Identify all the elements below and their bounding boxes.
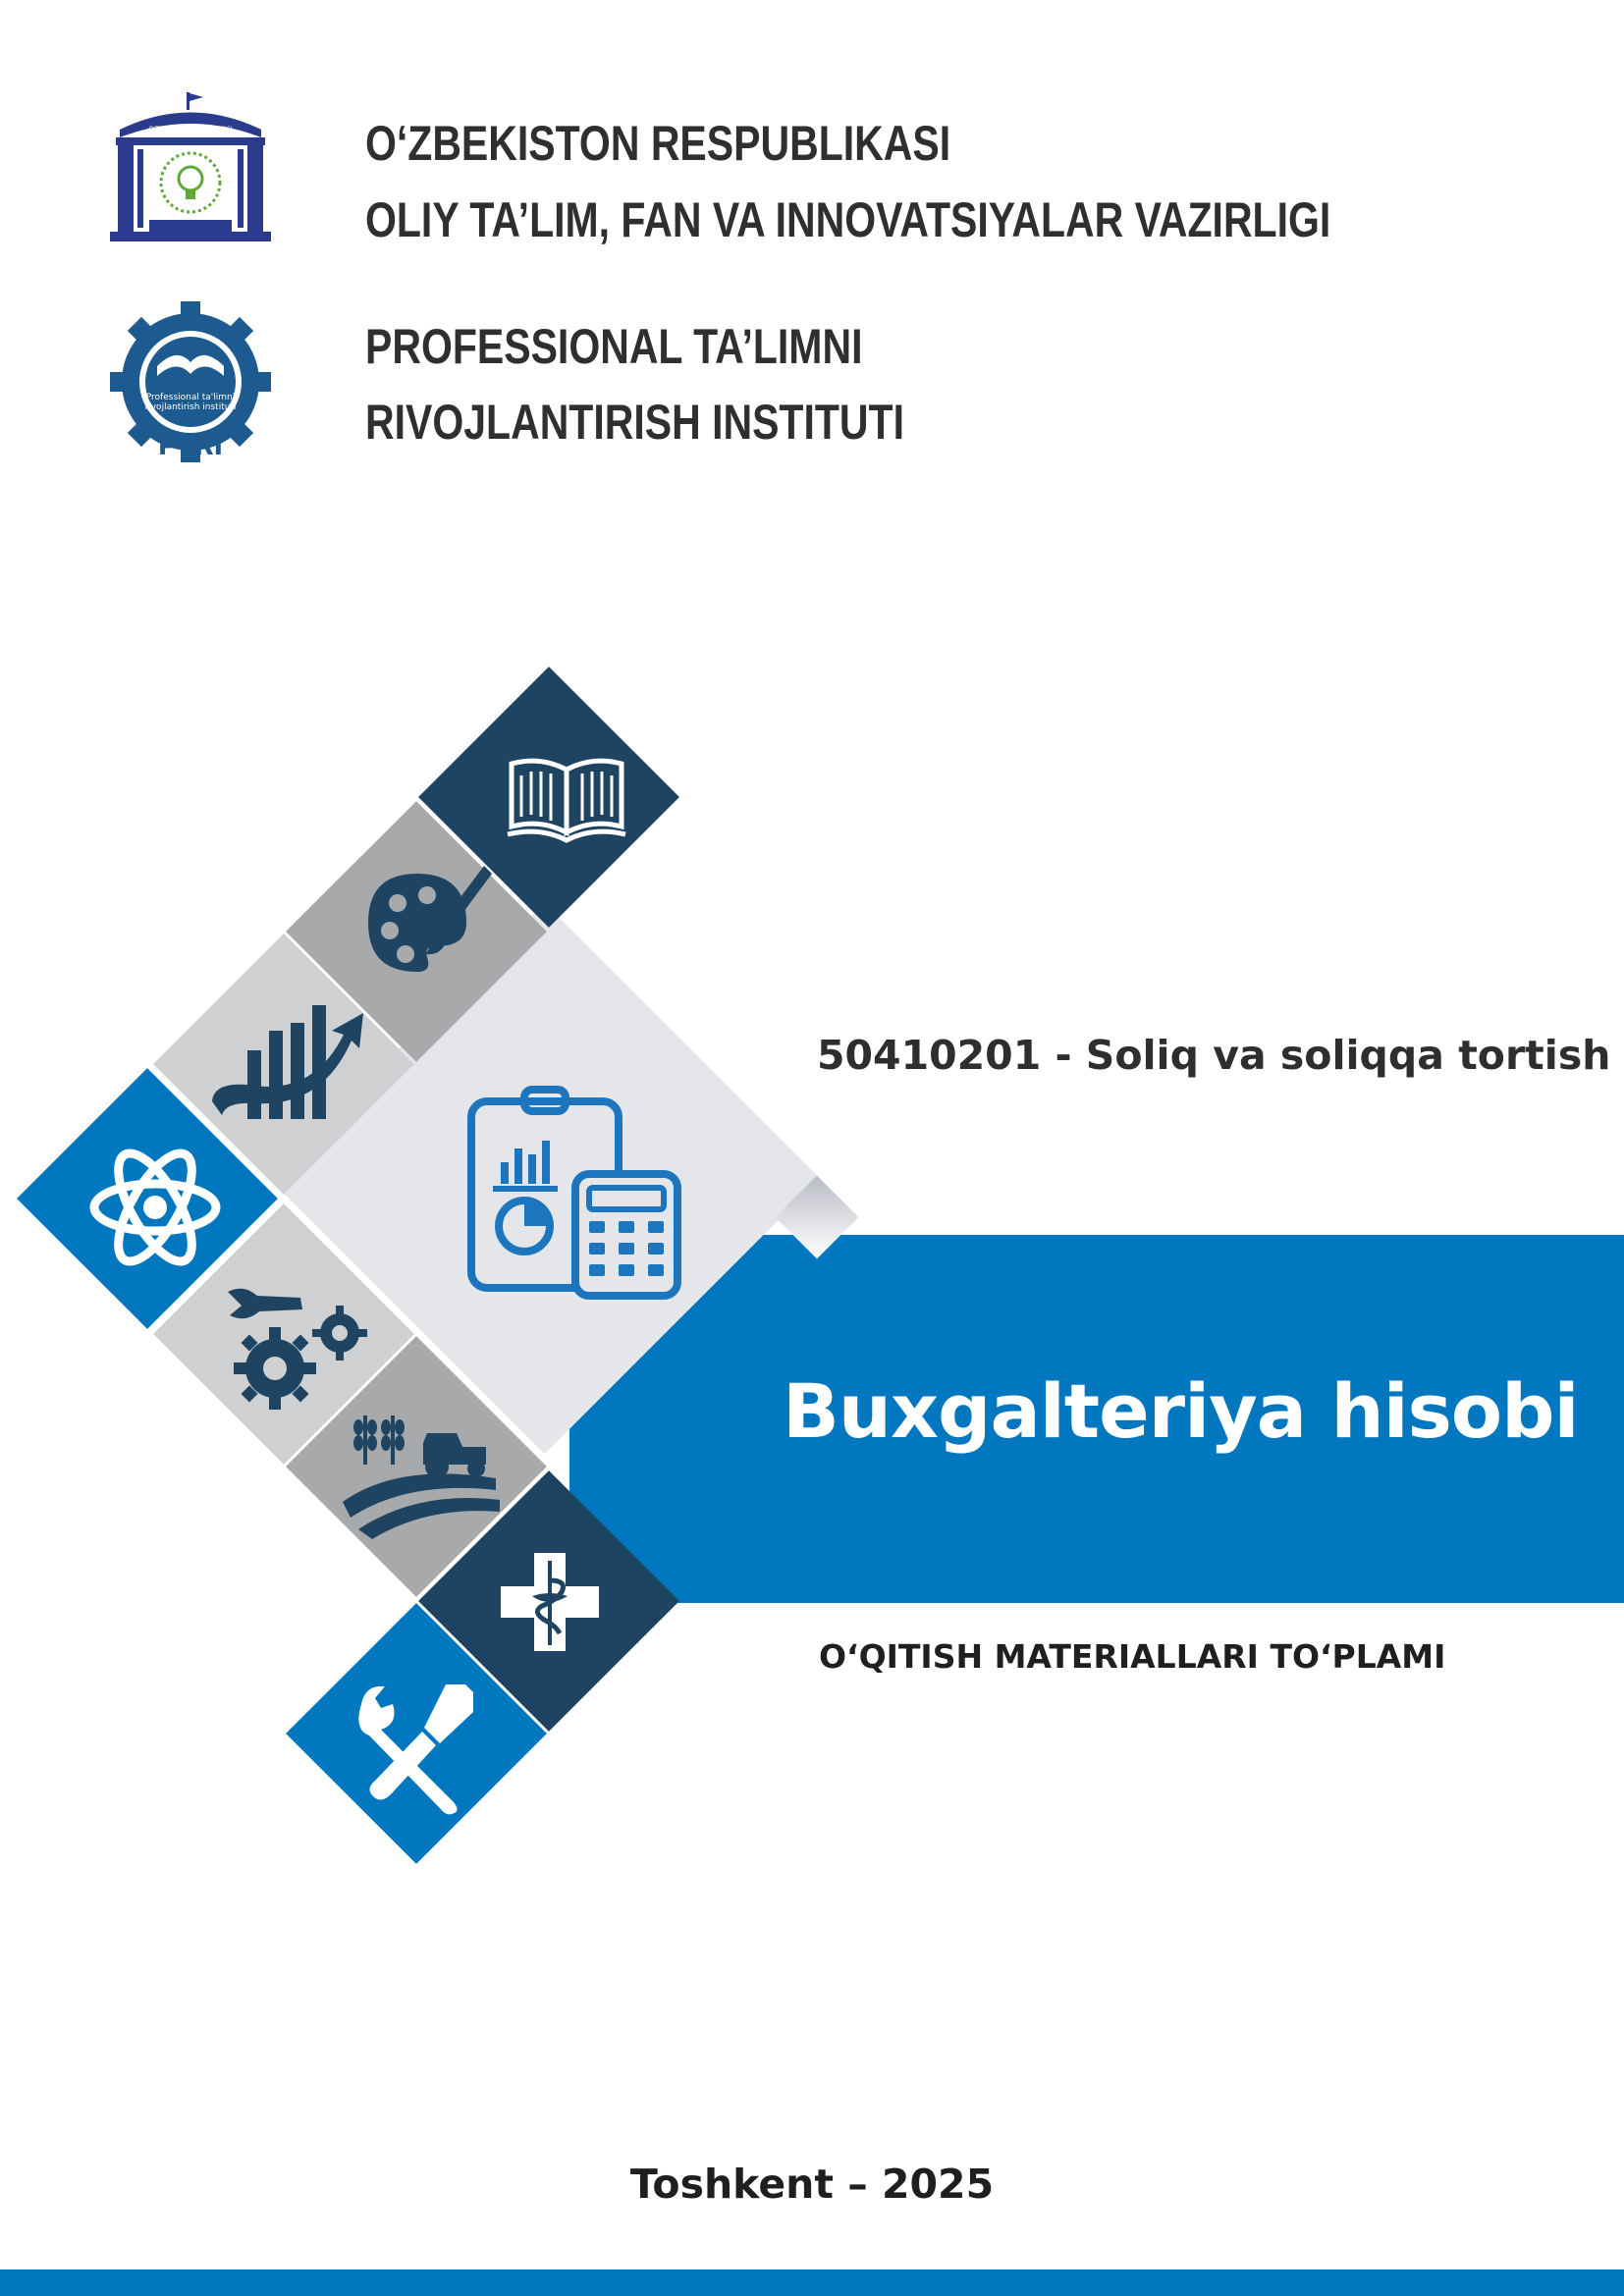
- medical-icon: [499, 1551, 601, 1658]
- chart-growth-icon: [206, 991, 373, 1134]
- atom-icon: [86, 1139, 224, 1281]
- svg-text:Professional ta'limni: Professional ta'limni: [145, 393, 236, 402]
- svg-text:rivojlantirish instituti: rivojlantirish instituti: [144, 402, 237, 412]
- institute-name-line2: RIVOJLANTIRISH INSTITUTI: [365, 395, 904, 450]
- palette-icon: [358, 864, 496, 991]
- ministry-name-line1: O‘ZBEKISTON RESPUBLIKASI: [365, 116, 951, 171]
- ministry-logo: [110, 90, 271, 247]
- institute-name-line1: PROFESSIONAL TA’LIMNI: [365, 319, 863, 374]
- bottom-bar: [0, 2269, 1624, 2296]
- specialty-code: 50410201 - Soliq va soliqqa tortish: [817, 1032, 1611, 1079]
- document-subtitle: O‘QITISH MATERIALLARI TO‘PLAMI: [819, 1637, 1446, 1676]
- ptri-logo-text: PTRI: [157, 432, 224, 461]
- accounting-calculator-icon: [467, 1084, 683, 1305]
- agriculture-icon: [339, 1404, 506, 1546]
- city-year: Toshkent – 2025: [629, 2161, 995, 2208]
- ministry-name-line2: OLIY TA’LIM, FAN VA INNOVATSIYALAR VAZIRLIGI: [365, 192, 1331, 247]
- book-icon: [506, 756, 627, 851]
- document-title: Buxgalteriya hisobi: [783, 1367, 1579, 1455]
- svg-text:O'ZBEKISTON RESPUBLIKASI: O'ZBEKISTON RESPUBLIKASI: [148, 126, 233, 133]
- ptri-logo: [98, 297, 283, 466]
- tools-icon: [352, 1679, 489, 1821]
